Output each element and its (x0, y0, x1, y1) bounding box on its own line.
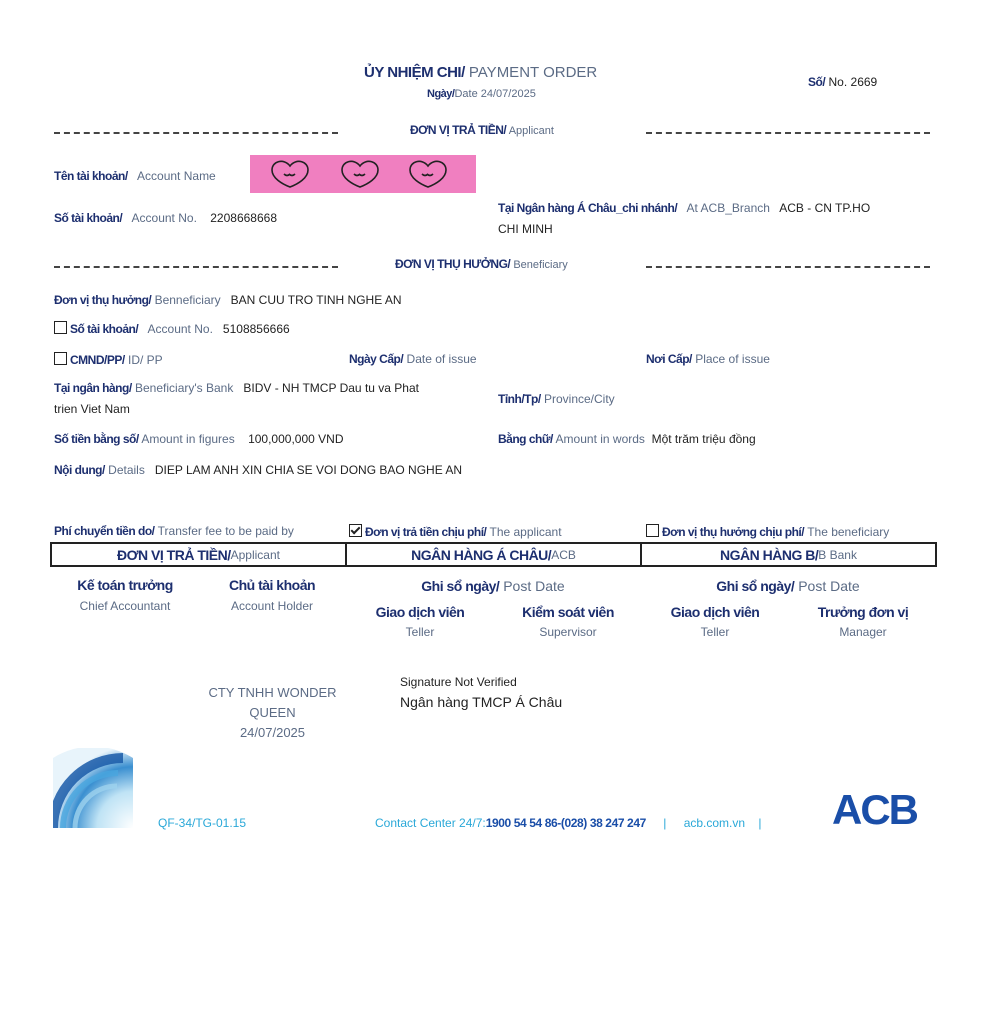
acb-logo: ACB (832, 786, 917, 833)
col-acb: NGÂN HÀNG Á CHÂU/ ACB (345, 544, 640, 565)
digital-signature: Signature Not Verified Ngân hàng TMCP Á Châu (400, 675, 563, 710)
bank-row: Tại ngân hàng/ Beneficiary's Bank BIDV - NH TMCP Dau tu va Phat (54, 381, 419, 395)
divider-left (54, 132, 338, 134)
company-signature: CTY TNHH WONDER QUEEN 24/07/2025 (208, 685, 337, 740)
amount-words-row: Bằng chữ/ Amount in words Một trăm triệu đồng (498, 432, 756, 446)
form-code: QF-34/TG-01.15 (158, 816, 247, 830)
b-post-date: Ghi sổ ngày/ Post Date (716, 578, 860, 594)
document-date: Ngày/Date 24/07/2025 (427, 88, 536, 100)
branch-value-line2: CHI MINH (498, 222, 553, 236)
applicant-account-no-row: Số tài khoản/ Account No. 2208668668 (54, 211, 277, 225)
beneficiary-account-row: Số tài khoản/ Account No. 5108856666 (54, 321, 290, 336)
id-checkbox[interactable] (54, 352, 67, 365)
applicant-heading: ĐƠN VỊ TRẢ TIỀN/ Applicant (410, 123, 554, 137)
website-link[interactable]: acb.com.vn (683, 816, 746, 830)
acb-post-date: Ghi sổ ngày/ Post Date (421, 578, 565, 594)
footer-swirl-graphic (53, 748, 133, 828)
col-b-bank: NGÂN HÀNG B/ B Bank (640, 544, 935, 565)
col-applicant: ĐƠN VỊ TRẢ TIỀN/ Applicant (117, 546, 280, 563)
account-checkbox[interactable] (54, 321, 67, 334)
branch-row: Tại Ngân hàng Á Châu_chi nhánh/ At ACB_Branch ACB - CN TP.HO (498, 201, 871, 215)
heart-emoji-icon (250, 155, 476, 193)
fee-option-applicant: Đơn vị trả tiền chịu phí/ The applicant (349, 524, 562, 539)
fee-option-beneficiary: Đơn vị thụ hưởng chịu phí/ The beneficiary (646, 524, 889, 539)
document-title (364, 64, 597, 81)
account-name-row: Tên tài khoản/ Account Name (54, 169, 216, 183)
swirl-icon (53, 748, 133, 828)
details-row: Nội dung/ Details DIEP LAM ANH XIN CHIA SE VOI DONG BAO NGHE AN (54, 463, 463, 477)
acb-teller: Giao dịch viên Teller (375, 604, 465, 639)
divider-left-2 (54, 266, 338, 268)
acb-supervisor: Kiểm soát viên Supervisor (522, 604, 614, 639)
beneficiary-row: Đơn vị thụ hưởng/ Benneficiary BAN CUU TRO TINH NGHE AN (54, 293, 402, 307)
issue-place-field: Nơi Cấp/ Place of issue (646, 352, 770, 366)
b-manager: Trưởng đơn vị Manager (817, 604, 909, 639)
b-teller: Giao dịch viên Teller (670, 604, 760, 639)
bank-value-line2: trien Viet Nam (54, 402, 130, 416)
contact-center: Contact Center 24/7:1900 54 54 86-(028) 38 247 247 | acb.com.vn | (375, 816, 762, 830)
issue-date-field: Ngày Cấp/ Date of issue (349, 352, 477, 366)
signature-table-header (50, 542, 937, 567)
fee-beneficiary-checkbox[interactable] (646, 524, 659, 537)
province-field: Tỉnh/Tp/ Province/City (498, 392, 615, 406)
amount-figures-row: Số tiền bằng số/ Amount in figures 100,000,000 VND (54, 432, 344, 446)
fee-applicant-checkbox[interactable] (349, 524, 362, 537)
divider-right (646, 132, 930, 134)
chief-accountant: Kế toán trưởng Chief Accountant (77, 577, 173, 613)
account-holder: Chủ tài khoản Account Holder (228, 577, 316, 613)
title-vi: ỦY NHIỆM CHI/ (364, 64, 465, 81)
id-row: CMND/PP/ ID/ PP (54, 352, 163, 367)
fee-label: Phí chuyển tiền do/ Transfer fee to be paid by (54, 524, 294, 538)
title-en: PAYMENT ORDER (464, 64, 598, 81)
account-name-redaction (250, 155, 476, 193)
divider-right-2 (646, 266, 930, 268)
document-number: Số/ No. 2669 (808, 75, 878, 89)
beneficiary-heading: ĐƠN VỊ THỤ HƯỞNG/ Beneficiary (395, 257, 568, 271)
